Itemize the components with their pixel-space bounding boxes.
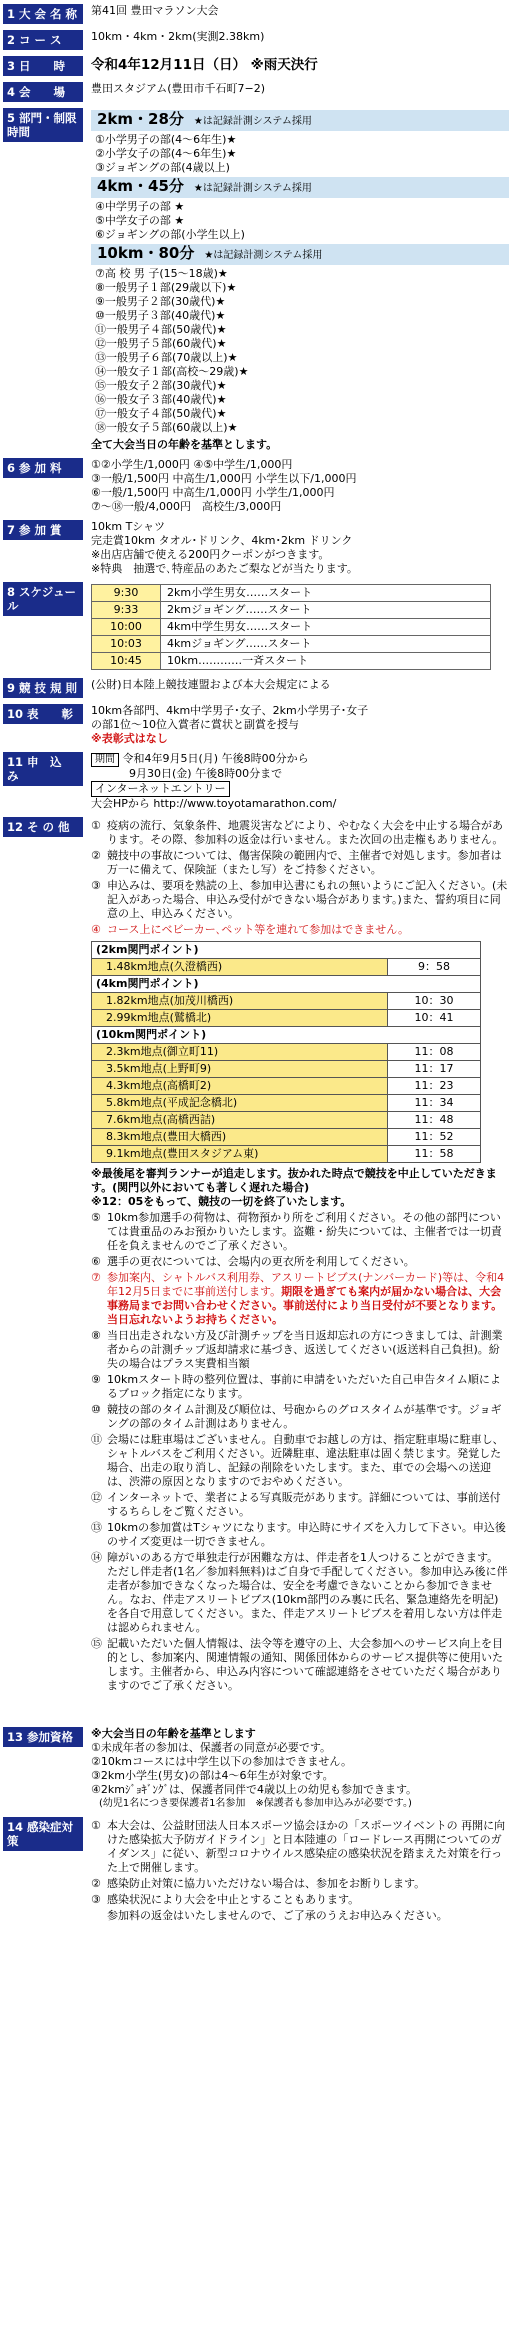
list-item <box>91 1373 509 1401</box>
list-item <box>91 1271 509 1327</box>
section-value: 令和4年12月11日（日） ※雨天決行 <box>91 57 318 73</box>
item-text: 10kmの参加賞はTシャツになります。申込時にサイズを入力して下さい。申込後のサイズ変更は一切できません。 <box>107 1521 506 1548</box>
end-time-note: ※12：05をもって、競技の一切を終了いたします。 <box>91 1195 352 1208</box>
section-label: 13 参加資格 <box>3 1727 83 1747</box>
checkpoint-time: 10：30 <box>387 993 480 1009</box>
checkpoint-row <box>92 1095 480 1112</box>
prize-line: 10km Tシャツ <box>91 520 166 533</box>
fees <box>83 458 509 514</box>
item-text: 感染状況により大会を中止とすることもあります。 <box>107 1893 360 1906</box>
item-text: 障がいのある方で単独走行が困難な方は、伴走者を1人つけることができます。ただし伴走者(1名／参加料無料)はご自身で手配してください。参加申込み後に伴走者が参加できなくなった場合は、安全を考慮できないことから参加できません。なお、伴走アスリートビブス(10km部門のみ裏に氏名、緊急連絡先を明記)を各自で用意してください。また、伴走アスリートビブスを着用しない方は伴走は認められません。 <box>107 1551 508 1634</box>
checkpoint-row <box>92 1078 480 1095</box>
section-label: 1 大 会 名 称 <box>3 4 83 24</box>
item-text: 申込みは、要項を熟読の上、参加申込書にもれの無いようにご記入ください。(未記入があった場合、申込み受付ができない場合があります。)また、誓約項目に同意の上、申込みください。 <box>107 879 508 920</box>
list-item <box>91 1491 509 1519</box>
item-text: 疫病の流行、気象条件、地震災害などにより、やむなく大会を中止する場合があります。その際、参加料の返金は行いません。また次回の出走権もありません。 <box>107 819 504 846</box>
category-note: ★は記録計測システム採用 <box>204 250 323 261</box>
application <box>83 752 509 811</box>
award-line: の部1位～10位入賞者に賞状と副賞を授与 <box>91 718 299 731</box>
list-item <box>91 1521 509 1549</box>
checkpoint-row <box>92 1044 480 1061</box>
category-item: ⑩一般男子３部(40歳代)★ <box>95 309 226 322</box>
item-marker: ⑩ <box>91 1403 101 1416</box>
category-title: 10km・80分 <box>97 244 195 262</box>
checkpoint-header: (2km関門ポイント) <box>92 942 480 959</box>
category-item: ⑦高 校 男 子(15～18歳)★ <box>95 267 228 280</box>
category-item: ⑤中学女子の部 ★ <box>95 214 185 227</box>
table-row <box>92 619 491 636</box>
table-row <box>92 585 491 602</box>
section-label: 3 日 時 <box>3 56 83 76</box>
section-label: 12 そ の 他 <box>3 817 83 837</box>
checkpoint-row <box>92 1010 480 1027</box>
list-item <box>91 1403 509 1431</box>
category-item: ⑪一般男子４部(50歳代)★ <box>95 323 227 336</box>
schedule <box>83 582 509 672</box>
item-text: 競技の部のタイム計測及び順位は、号砲からのグロスタイムが基準です。ジョギングの部のタイム計測はありません。 <box>107 1403 502 1430</box>
table-row <box>92 636 491 653</box>
schedule-table <box>91 584 491 670</box>
item-marker: ③ <box>91 1893 101 1906</box>
category-bar <box>91 177 509 198</box>
section-value: 10km・4km・2km(実測2.38km) <box>91 30 265 43</box>
checkpoint-place: 8.3km地点(豊田大橋西) <box>92 1129 387 1145</box>
checkpoint-time: 11：23 <box>387 1078 480 1094</box>
fee-line: ③一般/1,500円 中高生/1,000円 小学生以下/1,000円 <box>91 472 357 485</box>
refund-note: 参加料の返金はいたしませんので、ご了承のうえお申込みください。 <box>107 1909 448 1922</box>
prize-line: ※出店店舗で使える200円クーポンがつきます。 <box>91 548 330 561</box>
checkpoint-time: 9：58 <box>387 959 480 975</box>
item-text: 競技中の事故については、傷害保険の範囲内で、主催者で対処します。参加者は万一に備えて、保険証（またし写）をご持参ください。 <box>107 849 502 876</box>
sweeper-note: ※最後尾を審判ランナーが追走します。抜かれた時点で競技を中止していただきます。(関門以外においても著しく遅れた場合) <box>91 1167 497 1194</box>
checkpoint-time: 11：08 <box>387 1044 480 1060</box>
list-item <box>91 1433 509 1489</box>
section-5 <box>3 108 509 452</box>
checkpoint-table <box>91 941 481 1163</box>
schedule-time: 10:45 <box>92 653 161 670</box>
checkpoint-time: 10：41 <box>387 1010 480 1026</box>
prizes <box>83 520 509 576</box>
item-marker: ③ <box>91 879 101 892</box>
item-marker: ⑦ <box>91 1271 101 1284</box>
checkpoint-place: 2.3km地点(御立町11) <box>92 1044 387 1060</box>
list-item <box>91 879 509 921</box>
website-link[interactable]: 大会HPから http://www.toyotamarathon.com/ <box>91 797 337 810</box>
item-marker: ⑨ <box>91 1373 101 1386</box>
category-note: ★は記録計測システム採用 <box>193 116 312 127</box>
list-item <box>91 1893 509 1907</box>
section-4 <box>3 82 509 102</box>
checkpoint-time: 11：58 <box>387 1146 480 1162</box>
schedule-time: 10:03 <box>92 636 161 653</box>
category-item: ③ジョギングの部(4歳以上) <box>95 161 230 174</box>
category-item: ②小学女子の部(4～6年生)★ <box>95 147 237 160</box>
item-marker: ④ <box>91 923 101 936</box>
eligibility-item: ④2kmｼﾞｮｷﾞﾝｸﾞは、保護者同伴で4歳以上の幼児も参加できます。 <box>91 1783 418 1796</box>
item-text: インターネットで、業者による写真販売があります。詳細については、事前送付するちらしをご覧ください。 <box>107 1491 501 1518</box>
section-value: 第41回 豊田マラソン大会 <box>91 4 219 17</box>
checkpoint-place: 5.8km地点(平成記念橋北) <box>92 1095 387 1111</box>
item-text: 本大会は、公益財団法人日本スポーツ協会ほかの「スポーツイベントの 再開に向けた感染拡大予防ガイドライン」と日本陸連の「ロードレース再開についてのガイダンス」に従い、新型コロナウイルス感染症の感染状況を踏まえた対策を行った上で開催します。 <box>107 1819 506 1874</box>
list-item <box>91 819 509 847</box>
list-item <box>91 849 509 877</box>
category-item: ⑰一般女子４部(50歳代)★ <box>95 407 227 420</box>
prize-line: 完走賞10km タオル･ドリンク、4km･2km ドリンク <box>91 534 353 547</box>
item-text: 参加案内、シャトルバス利用券、アスリートビブス(ナンバーカード)等は、令和4年12月5日までに事前送付します。 <box>107 1271 505 1298</box>
item-text: コース上にベビーカー､ペット等を連れて参加はできません。 <box>107 923 409 936</box>
list-item <box>91 1211 509 1253</box>
checkpoint-row <box>92 993 480 1010</box>
item-marker: ⑧ <box>91 1329 101 1342</box>
list-item <box>91 1637 509 1693</box>
section-9 <box>3 678 509 698</box>
section-label: 9 競 技 規 則 <box>3 678 83 698</box>
checkpoint-row <box>92 1129 480 1146</box>
checkpoint-row <box>92 959 480 976</box>
eligibility-head: ※大会当日の年齢を基準とします <box>91 1727 256 1740</box>
list-item <box>91 923 509 937</box>
section-label: 6 参 加 料 <box>3 458 83 478</box>
checkpoint-place: 9.1km地点(豊田スタジアム東) <box>92 1146 387 1162</box>
category-item: ①小学男子の部(4～6年生)★ <box>95 133 237 146</box>
schedule-time: 9:33 <box>92 602 161 619</box>
categories <box>83 108 509 452</box>
item-marker: ② <box>91 1877 101 1890</box>
section-label: 11 申 込 み <box>3 752 83 786</box>
eligibility-item: ②10kmコースには中学生以下の参加はできません。 <box>91 1755 353 1768</box>
category-item: ⑭一般女子１部(高校～29歳)★ <box>95 365 249 378</box>
category-item: ⑥ジョギングの部(小学生以上) <box>95 228 245 241</box>
section-7 <box>3 520 509 576</box>
section-label: 10 表 彰 <box>3 704 83 724</box>
item-text: 記載いただいた個人情報は、法令等を遵守の上、大会参加へのサービス向上を目的とし、参加案内、関連情報の通知、関係団体からのサービス提供等に使用いたします。主催者から、申込み内容について確認連絡をさせていただく場合がありますのでご了承ください。 <box>107 1637 503 1692</box>
schedule-time: 10:00 <box>92 619 161 636</box>
category-item: ⑱一般女子５部(60歳以上)★ <box>95 421 238 434</box>
section-12 <box>3 817 509 1695</box>
category-item: ⑯一般女子３部(40歳代)★ <box>95 393 227 406</box>
item-text: 10km参加選手の荷物は、荷物預かり所をご利用ください。その他の部門については貴重品のみお預かりいたします。盗難・紛失については、主催者では一切責任を負えませんのでご了承ください。 <box>107 1211 502 1252</box>
section-6 <box>3 458 509 514</box>
section-1 <box>3 4 509 24</box>
schedule-event: 4kmジョギング……スタート <box>161 636 491 653</box>
checkpoint-time: 11：52 <box>387 1129 480 1145</box>
fee-line: ⑥一般/1,500円 中高生/1,000円 小学生/1,000円 <box>91 486 335 499</box>
eligibility <box>83 1727 509 1811</box>
section-8 <box>3 582 509 672</box>
schedule-time: 9:30 <box>92 585 161 602</box>
item-marker: ① <box>91 819 101 832</box>
section-2 <box>3 30 509 50</box>
item-marker: ⑪ <box>91 1433 102 1446</box>
item-text: 選手の更衣については、会場内の更衣所を利用してください。 <box>107 1255 415 1268</box>
age-note: 全て大会当日の年齢を基準とします。 <box>91 438 278 451</box>
category-item: ⑫一般男子５部(60歳代)★ <box>95 337 227 350</box>
section-10 <box>3 704 509 746</box>
category-item: ⑨一般男子２部(30歳代)★ <box>95 295 226 308</box>
section-label: 2 コ ー ス <box>3 30 83 50</box>
eligibility-sub: (幼児1名につき要保護者1名参加 ※保護者も参加申込みが必要です。) <box>99 1798 412 1809</box>
section-label: 7 参 加 賞 <box>3 520 83 540</box>
checkpoint-place: 3.5km地点(上野町9) <box>92 1061 387 1077</box>
item-marker: ⑮ <box>91 1637 102 1650</box>
checkpoint-row <box>92 1146 480 1162</box>
checkpoint-place: 7.6km地点(高橋西詰) <box>92 1112 387 1128</box>
list-item <box>91 1551 509 1635</box>
infection-measures <box>83 1817 509 1923</box>
category-item: ④中学男子の部 ★ <box>95 200 185 213</box>
table-row <box>92 653 491 670</box>
section-3 <box>3 56 509 76</box>
item-marker: ⑭ <box>91 1551 102 1564</box>
section-label: 14 感染症対策 <box>3 1817 83 1851</box>
section-value: (公財)日本陸上競技連盟および本大会規定による <box>91 678 331 691</box>
item-text-group <box>107 1271 509 1327</box>
list-item <box>91 1329 509 1371</box>
eligibility-item: ③2km小学生(男女)の部は4～6年生が対象です。 <box>91 1769 334 1782</box>
race-guidelines <box>3 0 509 1923</box>
entry-method: インターネットエントリー <box>91 781 230 797</box>
list-item <box>91 1819 509 1875</box>
item-text: 当日出走されない方及び計測チップを当日返却忘れの方につきましては、計測業者からの計測チップ返却請求に基づき、返送してください(返送料自己負担)。紛失の場合はプラス実費相当額 <box>107 1329 503 1370</box>
checkpoint-header: (10km関門ポイント) <box>92 1027 480 1044</box>
checkpoint-row <box>92 1112 480 1129</box>
section-label: 4 会 場 <box>3 82 83 102</box>
fee-line: ⑦～⑱一般/4,000円 高校生/3,000円 <box>91 500 282 513</box>
checkpoint-header: (4km関門ポイント) <box>92 976 480 993</box>
period-line <box>91 752 509 767</box>
schedule-event: 2km小学生男女……スタート <box>161 585 491 602</box>
item-text: 10kmスタート時の整列位置は、事前に申請をいただいた自己申告タイム順によるブロック指定になります。 <box>107 1373 501 1400</box>
checkpoint-place: 4.3km地点(高橋町2) <box>92 1078 387 1094</box>
item-marker: ⑬ <box>91 1521 102 1534</box>
prize-line: ※特典 抽選で､特産品のあたご梨などが当たります。 <box>91 562 358 575</box>
section-value: 豊田スタジアム(豊田市千石町7−2) <box>91 82 266 95</box>
section-label: 5 部門・制限時間 <box>3 108 83 142</box>
category-bar <box>91 244 509 265</box>
item-marker: ⑫ <box>91 1491 102 1504</box>
awards <box>83 704 509 746</box>
category-title: 4km・45分 <box>97 177 184 195</box>
other-notes <box>83 817 509 1695</box>
period-end: 9月30日(金) 午後8時00分まで <box>129 767 283 780</box>
schedule-event: 10km…………一斉スタート <box>161 653 491 670</box>
category-item: ⑮一般女子２部(30歳代)★ <box>95 379 227 392</box>
category-note: ★は記録計測システム採用 <box>193 183 312 194</box>
category-item: ⑬一般男子６部(70歳以上)★ <box>95 351 238 364</box>
period-start: 令和4年9月5日(月) 午後8時00分から <box>122 752 309 765</box>
entry-line <box>91 781 509 797</box>
item-marker: ② <box>91 849 101 862</box>
spacer <box>3 1701 509 1727</box>
item-marker: ⑤ <box>91 1211 101 1224</box>
item-text: 会場には駐車場はございません。自動車でお越しの方は、指定駐車場に駐車し、シャトルバスをご利用ください。近隣駐車、違法駐車は固く禁じます。発覚した場合、出走の取り消し、記録の削除をいたします。また、車での会場への送迎は、渋滞の原因となりますのでおやめください。 <box>107 1433 504 1488</box>
checkpoint-time: 11：48 <box>387 1112 480 1128</box>
category-title: 2km・28分 <box>97 110 184 128</box>
section-label: 8 スケジュール <box>3 582 83 616</box>
checkpoint-place: 1.82km地点(加茂川橋西) <box>92 993 387 1009</box>
checkpoint-time: 11：17 <box>387 1061 480 1077</box>
schedule-event: 4km中学生男女……スタート <box>161 619 491 636</box>
category-item: ⑧一般男子１部(29歳以下)★ <box>95 281 237 294</box>
item-marker: ⑥ <box>91 1255 101 1268</box>
checkpoint-place: 2.99km地点(鷲橋北) <box>92 1010 387 1026</box>
checkpoint-row <box>92 1061 480 1078</box>
item-text-emphasis: 期限を過ぎても案内が届かない場合は、大会事務局までお問い合わせください。事前送付により当日受付が不要となります。当日忘れないようお持ちください。 <box>107 1285 503 1326</box>
table-row <box>92 602 491 619</box>
eligibility-item: ①未成年者の参加は、保護者の同意が必要です。 <box>91 1741 331 1754</box>
schedule-event: 2kmジョギング……スタート <box>161 602 491 619</box>
list-item <box>91 1877 509 1891</box>
item-marker: ① <box>91 1819 101 1832</box>
checkpoint-place: 1.48km地点(久澄橋西) <box>92 959 387 975</box>
section-11 <box>3 752 509 811</box>
category-bar <box>91 110 509 131</box>
section-14 <box>3 1817 509 1923</box>
item-text: 感染防止対策に協力いただけない場合は、参加をお断りします。 <box>107 1877 426 1890</box>
period-badge: 期間 <box>91 753 119 767</box>
award-note: ※表彰式はなし <box>91 732 168 745</box>
fee-line: ①②小学生/1,000円 ④⑤中学生/1,000円 <box>91 458 293 471</box>
list-item <box>91 1255 509 1269</box>
checkpoint-time: 11：34 <box>387 1095 480 1111</box>
section-13 <box>3 1727 509 1811</box>
award-line: 10km各部門、4km中学男子･女子、2km小学男子･女子 <box>91 704 369 717</box>
